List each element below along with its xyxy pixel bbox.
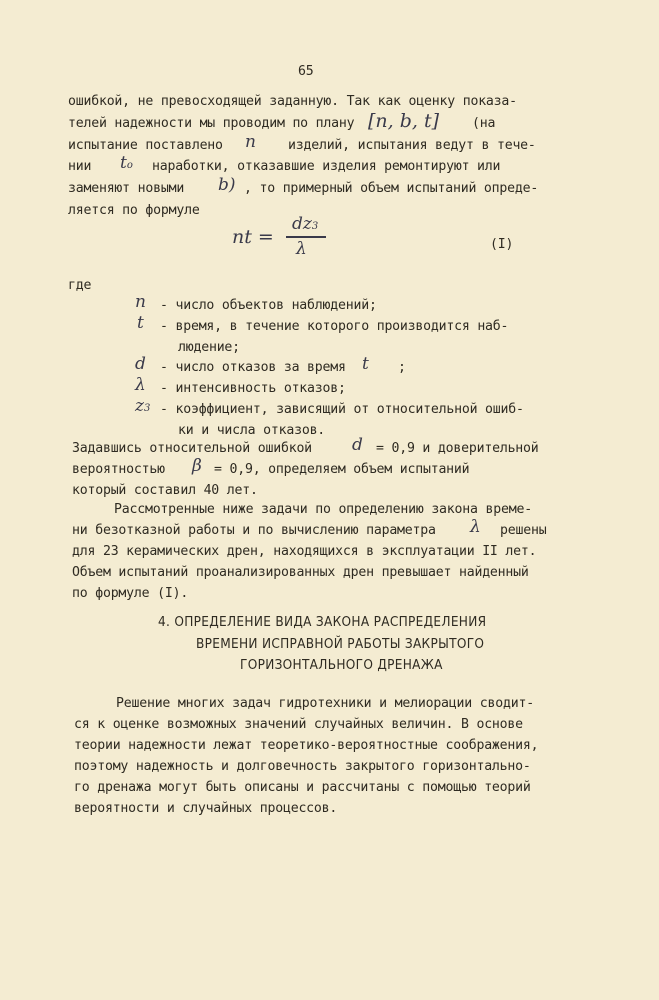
formula-lhs: nt =: [232, 226, 274, 248]
formula-numerator-sub: 3: [311, 221, 319, 232]
symbol-t0-base: t: [120, 153, 127, 173]
def-text-lambda: - интенсивность отказов;: [160, 381, 346, 396]
para2-line-1-end: = 0,9 и доверительной: [376, 441, 539, 456]
symbol-n: n: [245, 132, 256, 152]
def-symbol-lambda: λ: [135, 375, 146, 395]
para3-line-4: Объем испытаний проанализированных дрен превышает найденный: [72, 565, 529, 580]
def-symbol-z3: [135, 398, 150, 415]
para1-line-3-start: испытание поставлено: [68, 138, 223, 153]
para4-line-4: поэтому надежность и долговечность закрытого горизонтально-: [74, 759, 531, 774]
para4-line-1: Решение многих задач гидротехники и мелиорации сводит-: [116, 696, 534, 711]
para1-line-2-start: телей надежности мы проводим по плану: [68, 116, 355, 131]
def-symbol-t: t: [137, 313, 144, 333]
formula-denominator: λ: [296, 239, 307, 259]
para4-line-3: теории надежности лежат теоретико-вероятностные соображения,: [74, 738, 539, 753]
para1-line-4-start: нии: [68, 159, 92, 174]
para3-line-3: для 23 керамических дрен, находящихся в эксплуатации II лет.: [72, 544, 537, 559]
heading-line-2: ВРЕМЕНИ ИСПРАВНОЙ РАБОТЫ ЗАКРЫТОГО: [196, 636, 485, 652]
para3-line-5: по формуле (I).: [72, 586, 189, 601]
para4-line-6: вероятности и случайных процессов.: [74, 801, 338, 816]
def-text-z3: - коэффициент, зависящий от относительной ошиб-: [160, 402, 524, 417]
para1-line-6: ляется по формуле: [68, 203, 200, 218]
formula-number: (I): [490, 237, 514, 252]
para1-line-2-end: (на: [472, 116, 496, 131]
def-symbol-z3-base: z: [135, 396, 144, 416]
def-text-t-cont: людение;: [178, 340, 240, 355]
para1-line-4-end: наработки, отказавшие изделия ремонтируют или: [152, 159, 501, 174]
para1-line-3-end: изделий, испытания ведут в тече-: [288, 138, 536, 153]
def-symbol-n: n: [135, 292, 146, 312]
heading-line-1: 4. ОПРЕДЕЛЕНИЕ ВИДА ЗАКОНА РАСПРЕДЕЛЕНИЯ: [158, 614, 487, 630]
page-number: 65: [298, 64, 314, 79]
plan-notation: [n, b, t]: [368, 110, 440, 132]
para4-line-5: го дренажа могут быть описаны и рассчитаны с помощью теорий: [74, 780, 531, 795]
def-text-n: - число объектов наблюдений;: [160, 298, 377, 313]
para1-line-5-start: заменяют новыми: [68, 181, 185, 196]
para3-line-2-start: ни безотказной работы и по вычислению параметра: [72, 523, 436, 538]
para2-line-2-end: = 0,9, определяем объем испытаний: [214, 462, 470, 477]
def-text-z3-cont: ки и числа отказов.: [178, 423, 326, 438]
where-label: где: [68, 278, 92, 293]
para3-line-1: Рассмотренные ниже задачи по определению закона време-: [114, 502, 532, 517]
para2-symbol-beta: β: [192, 456, 202, 476]
def-symbol-d: d: [135, 354, 146, 374]
para2-line-2-start: вероятностью: [72, 462, 165, 477]
para3-line-2-end: решены: [500, 523, 547, 538]
para2-line-1-start: Задавшись относительной ошибкой: [72, 441, 312, 456]
formula-fraction-bar: [286, 236, 326, 238]
symbol-t0: [120, 155, 133, 172]
para2-symbol-d: d: [352, 435, 363, 455]
def-symbol-z3-sub: 3: [143, 403, 151, 414]
def-text-d: - число отказов за время: [160, 360, 346, 375]
para3-symbol-lambda: λ: [470, 517, 481, 537]
symbol-b: b): [218, 175, 236, 195]
formula-numerator-base: dz: [292, 214, 312, 234]
para2-line-3: который составил 40 лет.: [72, 483, 258, 498]
para4-line-2: ся к оценке возможных значений случайных величин. В основе: [74, 717, 523, 732]
symbol-t0-sub: o: [126, 160, 133, 171]
para1-line-1: ошибкой, не превосходящей заданную. Так как оценку показа-: [68, 94, 517, 109]
def-text-d-symbol-t: t: [362, 354, 369, 374]
def-text-t: - время, в течение которого производится наб-: [160, 319, 509, 334]
para1-line-5-end: , то примерный объем испытаний опреде-: [244, 181, 539, 196]
heading-line-3: ГОРИЗОНТАЛЬНОГО ДРЕНАЖА: [240, 657, 443, 673]
formula-numerator: [292, 216, 318, 233]
def-text-d-end: ;: [398, 360, 406, 375]
